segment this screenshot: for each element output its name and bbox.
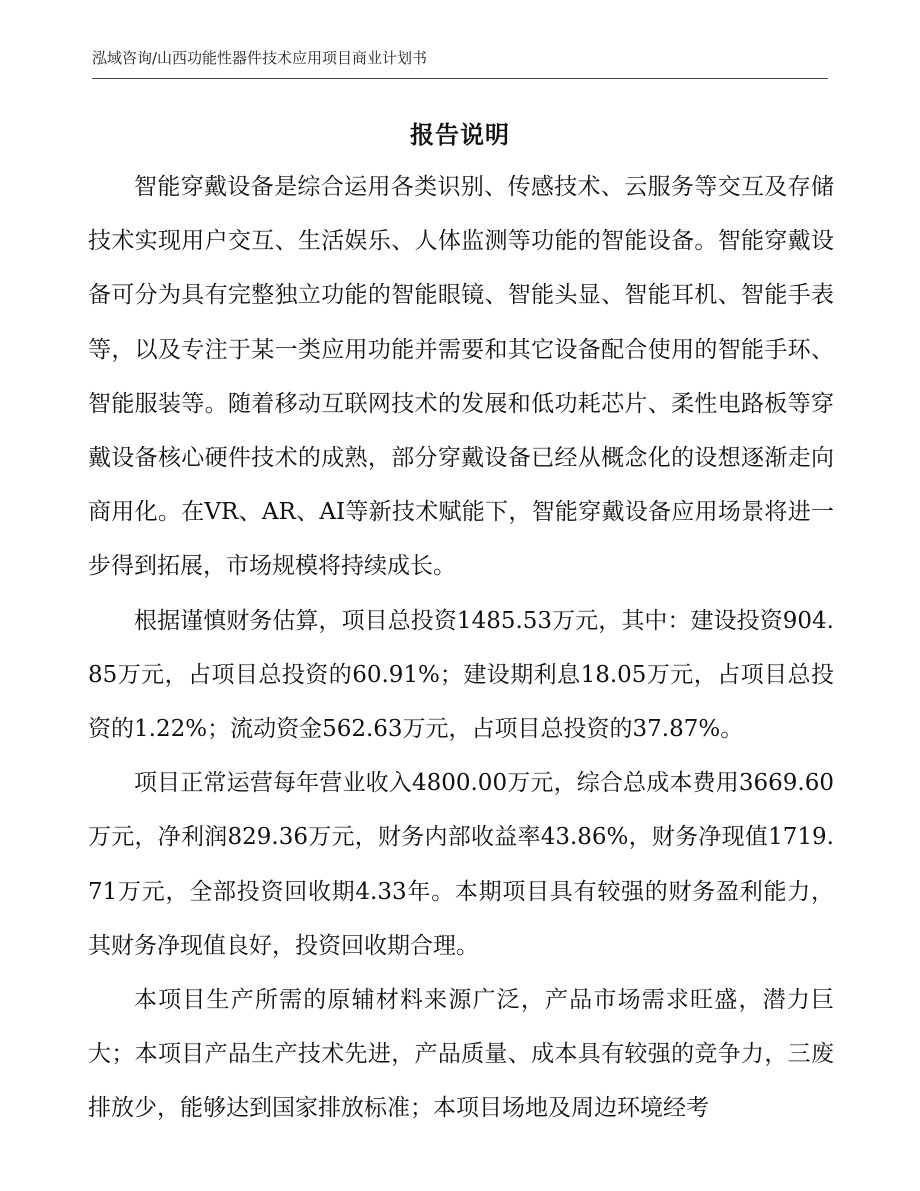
page-title: 报告说明	[410, 121, 510, 149]
paragraph-industry-background: 智能穿戴设备是综合运用各类识别、传感技术、云服务等交互及存储技术实现用户交互、生活娱乐、人体监测等功能的智能设备。智能穿戴设备可分为具有完整独立功能的智能眼镜、智能头显、智能耳机、智能手表等，以及专注于某一类应用功能并需要和其它设备配合使用的智能手环、智能服装等。随着移动互联网技术的发展和低功耗芯片、柔性电路板等穿戴设备核心硬件技术的成熟，部分穿戴设备已经从概念化的设想逐渐走向商用化。在VR、AR、AI等新技术赋能下，智能穿戴设备应用场景将进一步得到拓展，市场规模将持续成长。	[88, 174, 834, 580]
header-divider	[92, 78, 828, 79]
paragraph-feasibility: 本项目生产所需的原辅材料来源广泛，产品市场需求旺盛，潜力巨大；本项目产品生产技术先进，产品质量、成本具有较强的竞争力，三废排放少，能够达到国家排放标准；本项目场地及周边环境经考	[88, 987, 834, 1122]
report-body	[88, 160, 834, 1136]
running-header: 泓域咨询/山西功能性器件技术应用项目商业计划书	[92, 49, 428, 67]
paragraph-investment-estimate: 根据谨慎财务估算，项目总投资1485.53万元，其中：建设投资904.85万元，占项目总投资的60.91%；建设期利息18.05万元，占项目总投资的1.22%；流动资金562.63万元，占项目总投资的37.87%。	[88, 607, 834, 743]
paragraph-operating-returns: 项目正常运营每年营业收入4800.00万元，综合总成本费用3669.60万元，净利润829.36万元，财务内部收益率43.86%，财务净现值1719.71万元，全部投资回收期4.33年。本期项目具有较强的财务盈利能力，其财务净现值良好，投资回收期合理。	[88, 770, 834, 959]
